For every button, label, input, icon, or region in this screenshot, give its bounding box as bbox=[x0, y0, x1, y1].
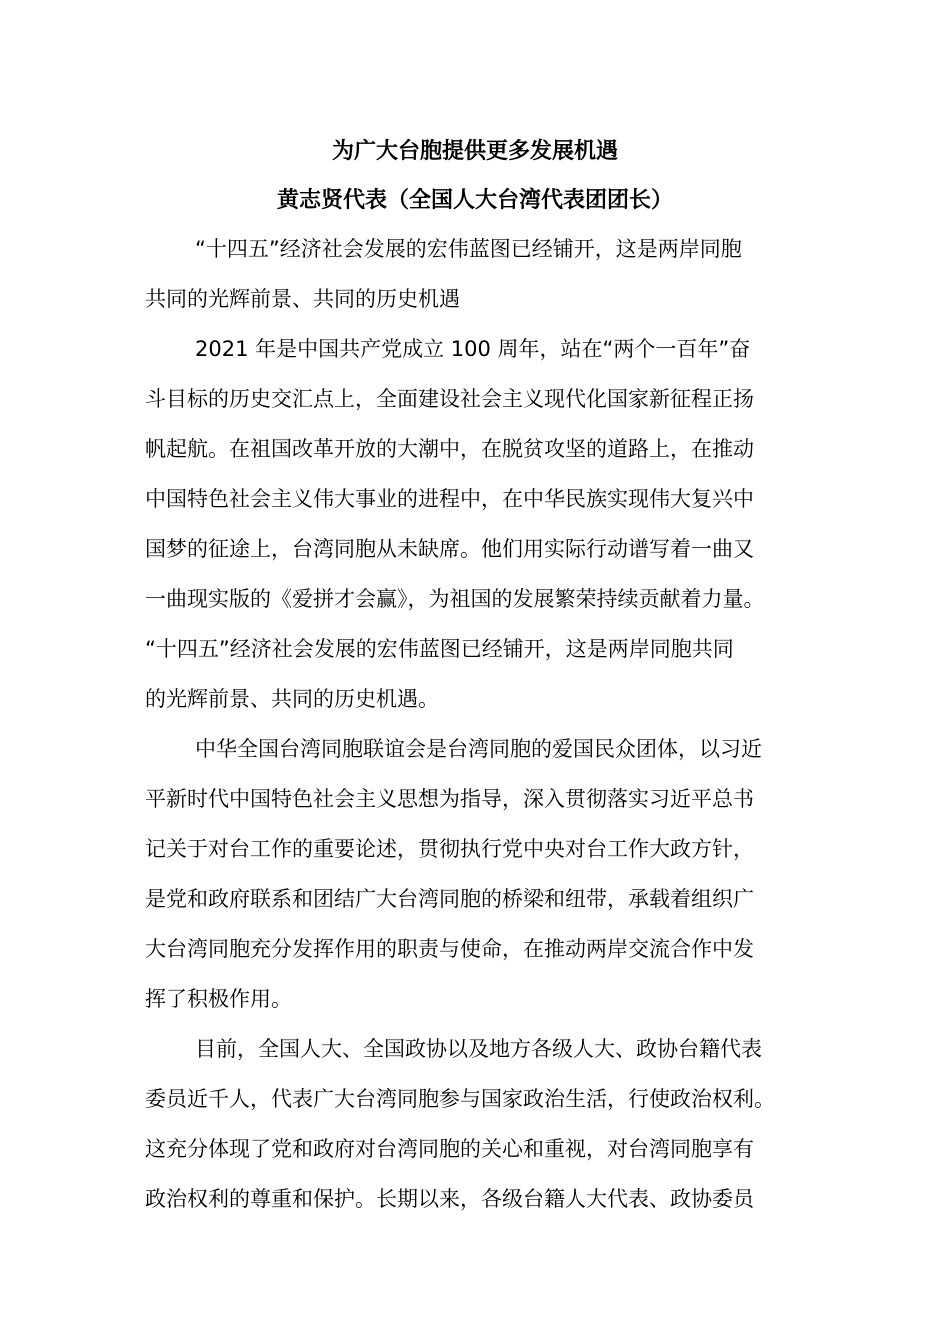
text-line: 中华全国台湾同胞联谊会是台湾同胞的爱国民众团体，以习近 bbox=[195, 737, 762, 761]
text-line: 挥了积极作用。 bbox=[145, 987, 292, 1011]
text-line: 政治权利的尊重和保护。长期以来，各级台籍人大代表、政协委员 bbox=[145, 1187, 754, 1211]
text-line: 国梦的征途上，台湾同胞从未缺席。他们用实际行动谱写着一曲又 bbox=[145, 537, 754, 561]
text-line: 共同的光辉前景、共同的历史机遇 bbox=[145, 287, 460, 311]
text-line: “十四五”经济社会发展的宏伟蓝图已经铺开，这是两岸同胞共同 bbox=[145, 637, 734, 661]
text-line: 帆起航。在祖国改革开放的大潮中，在脱贫攻坚的道路上，在推动 bbox=[145, 437, 754, 461]
text-line: “十四五”经济社会发展的宏伟蓝图已经铺开，这是两岸同胞 bbox=[195, 237, 742, 261]
text-line: 记关于对台工作的重要论述，贯彻执行党中央对台工作大政方针， bbox=[145, 837, 754, 861]
text-line: 大台湾同胞充分发挥作用的职责与使命，在推动两岸交流合作中发 bbox=[145, 937, 754, 961]
document-subtitle: 黄志贤代表（全国人大台湾代表团团长） bbox=[276, 188, 673, 213]
text-line: 2021 年是中国共产党成立 100 周年，站在“两个一百年”奋 bbox=[195, 337, 751, 361]
document-title: 为广大台胞提供更多发展机遇 bbox=[331, 139, 618, 164]
text-line: 的光辉前景、共同的历史机遇。 bbox=[145, 687, 439, 711]
text-line: 一曲现实版的《爱拼才会赢》，为祖国的发展繁荣持续贡献着力量。 bbox=[145, 587, 765, 611]
text-line: 斗目标的历史交汇点上，全面建设社会主义现代化国家新征程正扬 bbox=[145, 387, 754, 411]
text-line: 中国特色社会主义伟大事业的进程中，在中华民族实现伟大复兴中 bbox=[145, 487, 754, 511]
text-line: 目前，全国人大、全国政协以及地方各级人大、政协台籍代表 bbox=[195, 1037, 762, 1061]
text-line: 委员近千人，代表广大台湾同胞参与国家政治生活，行使政治权利。 bbox=[145, 1087, 775, 1111]
text-line: 这充分体现了党和政府对台湾同胞的关心和重视，对台湾同胞享有 bbox=[145, 1137, 754, 1161]
text-line: 平新时代中国特色社会主义思想为指导，深入贯彻落实习近平总书 bbox=[145, 787, 754, 811]
text-line: 是党和政府联系和团结广大台湾同胞的桥梁和纽带，承载着组织广 bbox=[145, 887, 754, 911]
